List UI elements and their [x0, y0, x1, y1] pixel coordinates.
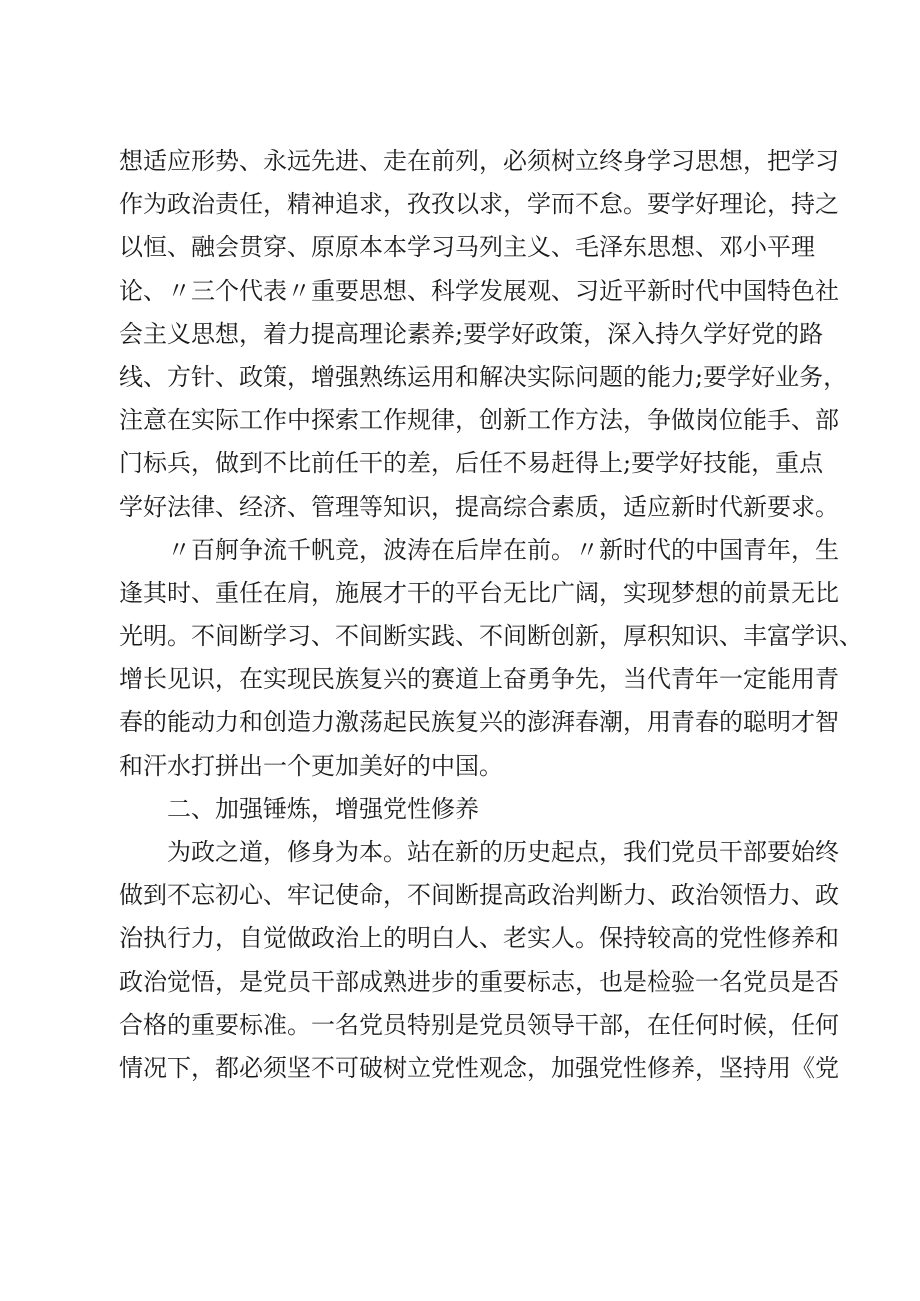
text-line: 门标兵，做到不比前任干的差，后任不易赶得上;要学好技能，重点 [119, 449, 824, 478]
text-line: 政治觉悟，是党员干部成熟进步的重要标志，也是检验一名党员是否 [119, 967, 839, 996]
text-line: 为政之道，修身为本。站在新的历史起点，我们党员干部要始终 [167, 838, 839, 866]
paragraph-youth [119, 529, 863, 788]
text-line: 逢其时、重任在肩，施展才干的平台无比广阔，实现梦想的前景无比 [119, 578, 839, 607]
text-line: 和汗水打拼出一个更加美好的中国。 [119, 751, 503, 780]
text-line: 作为政治责任，精神追求，孜孜以求，学而不怠。要学好理论，持之 [119, 190, 839, 219]
paragraph-party [119, 831, 839, 1090]
text-line: 论、〃三个代表〃重要思想、科学发展观、习近平新时代中国特色社 [119, 276, 839, 305]
text-line: 会主义思想，着力提高理论素养;要学好政策，深入持久学好党的路 [119, 319, 824, 348]
text-line: 想适应形势、永远先进、走在前列，必须树立终身学习思想，把学习 [119, 147, 839, 175]
body-text [119, 140, 863, 1090]
text-line: 情况下，都必须坚不可破树立党性观念，加强党性修养，坚持用《党 [119, 1053, 839, 1082]
text-line: 学好法律、经济、管理等知识，提高综合素质，适应新时代新要求。 [119, 492, 839, 521]
text-line: 做到不忘初心、牢记使命，不间断提高政治判断力、政治领悟力、政 [119, 881, 839, 910]
paragraph-study [119, 140, 848, 529]
text-line: 〃百舸争流千帆竞，波涛在后岸在前。〃新时代的中国青年，生 [167, 535, 839, 564]
text-line: 光明。不间断学习、不间断实践、不间断创新，厚积知识、丰富学识、 [119, 622, 863, 651]
text-line: 增长见识，在实现民族复兴的赛道上奋勇争先，当代青年一定能用青 [119, 665, 839, 694]
text-line: 注意在实际工作中探索工作规律，创新工作方法，争做岗位能手、部 [119, 406, 839, 435]
text-line: 治执行力，自觉做政治上的明白人、老实人。保持较高的党性修养和 [119, 924, 839, 953]
text-line: 合格的重要标准。一名党员特别是党员领导干部，在任何时候，任何 [119, 1010, 839, 1039]
heading-line: 二、加强锤炼，增强党性修养 [167, 794, 479, 823]
text-line: 以恒、融会贯穿、原原本本学习马列主义、毛泽东思想、邓小平理 [119, 233, 815, 262]
text-line: 线、方针、政策，增强熟练运用和解决实际问题的能力;要学好业务， [119, 362, 848, 391]
section-heading [119, 788, 809, 831]
text-line: 春的能动力和创造力激荡起民族复兴的澎湃春潮，用青春的聪明才智 [119, 708, 839, 737]
